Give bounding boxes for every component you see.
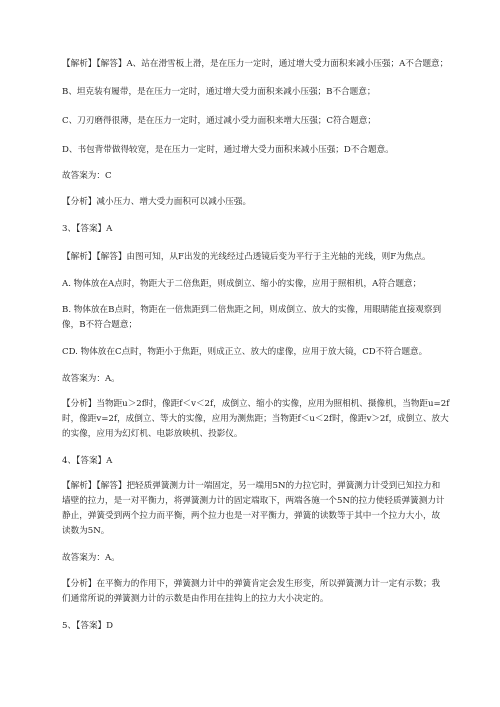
q3-analysis: 【解析】【解答】由图可知，从F出发的光线经过凸透镜后变为平行于主光轴的光线，则F为焦点。 [62, 252, 431, 262]
q2-fenxi: 【分析】减小压力、增大受力面积可以减小压强。 [62, 197, 252, 207]
q2-option-c: C、刀刃磨得很薄，是在压力一定时，通过减小受力面积来增大压强；C符合题意； [62, 116, 376, 126]
q5-header: 5、【答案】D [62, 621, 114, 631]
q2-option-b: B、坦克装有履带，是在压力一定时，通过增大受力面积来减小压强；B不合题意； [62, 87, 376, 97]
q2-option-d: D、书包背带做得较宽，是在压力一定时，通过增大受力面积来减小压强；D不合题意。 [62, 145, 394, 155]
q4-header: 4、【答案】A [62, 456, 113, 466]
q2-analysis-a: 【解析】【解答】A、站在滑雪板上滑，是在压力一定时，通过增大受力面积来减小压强；A不合题意； [62, 59, 449, 69]
q4-analysis-line3: 静止，弹簧受到两个拉力而平衡，两个拉力也是一对平衡力，弹簧的读数等于其中一个拉力大小，故 [62, 511, 441, 521]
q3-header: 3、【答案】A [62, 224, 113, 234]
q3-fenxi-line2: 时，像距v=2f，成倒立、等大的实像，应用为测焦距；当物距f＜u＜2f时，像距v＞2f，成倒立、放大 [62, 414, 449, 424]
q3-option-cd: CD. 物体放在C点时，物距小于焦距，则成正立、放大的虚像，应用于放大镜，CD不符合题意。 [62, 347, 428, 357]
q4-answer: 故答案为：A。 [62, 553, 120, 563]
q2-answer: 故答案为：C [62, 171, 112, 181]
q3-answer: 故答案为：A。 [62, 374, 120, 384]
q3-fenxi-line1: 【分析】当物距u＞2f时，像距f＜v＜2f，成倒立、缩小的实像，应用为照相机、摄像机，当物距u=2f [62, 399, 450, 409]
q4-analysis-line1: 【解析】【解答】把轻质弹簧测力计一端固定，另一端用5N的力拉它时，弹簧测力计受到已知拉力和 [62, 481, 441, 491]
q4-fenxi-line1: 【分析】在平衡力的作用下，弹簧测力计中的弹簧肯定会发生形变，所以弹簧测力计一定有示数；我 [62, 579, 441, 589]
q3-fenxi-line3: 的实像，应用为幻灯机、电影放映机、投影仪。 [62, 429, 243, 439]
q3-option-b-line1: B. 物体放在B点时，物距在一倍焦距到二倍焦距之间，则成倒立、放大的实像，用眼睛能直接观察到 [62, 305, 442, 315]
q4-analysis-line2: 墙壁的拉力，是一对平衡力，将弹簧测力计的固定端取下，两端各施一个5N的拉力使轻质弹簧测力计 [62, 496, 445, 506]
q4-fenxi-line2: 们通常所说的弹簧测力计的示数是由作用在挂钩上的拉力大小决定的。 [62, 594, 329, 604]
q3-option-a: A. 物体放在A点时，物距大于二倍焦距，则成倒立、缩小的实像，应用于照相机，A符合题意； [62, 279, 422, 289]
q3-option-b-line2: 像，B不符合题意； [62, 320, 138, 330]
q4-analysis-line4: 读数为5N。 [62, 526, 110, 536]
